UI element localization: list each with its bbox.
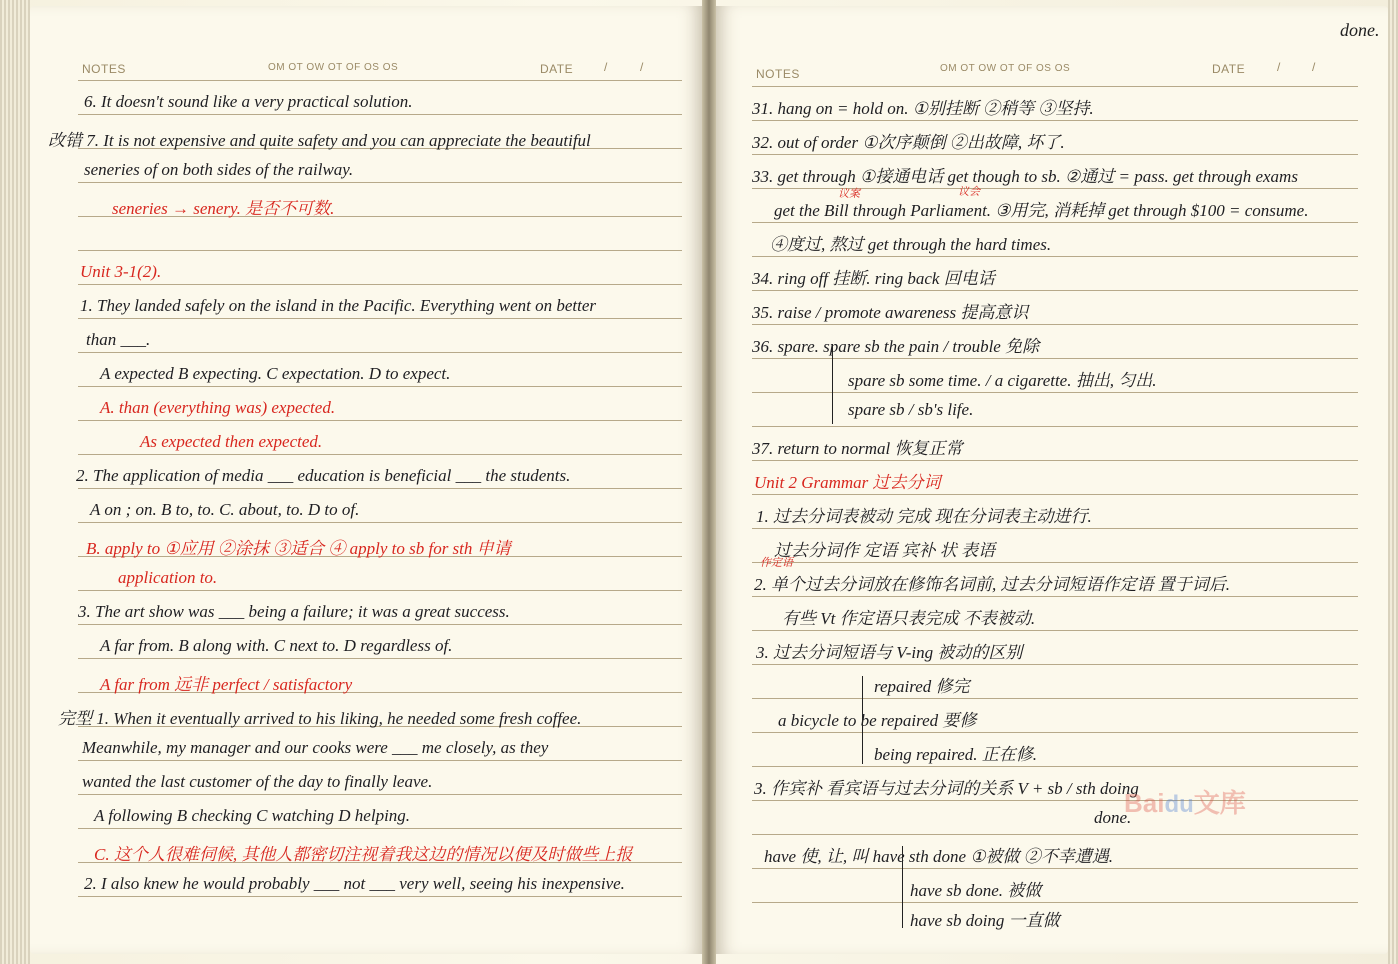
left-note-line: seneries → senery. 是否不可数.: [112, 199, 335, 218]
done-note: done.: [1340, 20, 1380, 40]
right-note-line: 过去分词作 定语 宾补 状 表语: [774, 541, 995, 560]
left-note-line: 1. They landed safely on the island in the Pacific. Everything went on better: [80, 296, 597, 315]
ruled-line: [752, 902, 1358, 903]
brace-have: [902, 846, 903, 928]
right-note-line: spare sb / sb's life.: [848, 400, 974, 419]
ruled-line: [78, 80, 682, 81]
right-note-line: 35. raise / promote awareness 提高意识: [752, 303, 1029, 322]
right-note-line: repaired 修完: [874, 677, 970, 696]
left-note-line: A on ; on. B to, to. C. about, to. D to of.: [90, 500, 360, 519]
ruled-line: [78, 250, 682, 251]
right-note-line: 36. spare. spare sb the pain / trouble 免除: [752, 337, 1040, 356]
ruled-line: [752, 630, 1358, 631]
left-note-line: A far from 远非 perfect / satisfactory: [100, 675, 353, 694]
ruled-line: [78, 488, 682, 489]
right-date-slash-2: /: [1312, 60, 1316, 74]
ruled-line: [752, 120, 1358, 121]
ruled-line: [752, 222, 1358, 223]
ruled-line: [752, 290, 1358, 291]
left-note-line: A. than (everything was) expected.: [100, 398, 336, 417]
left-note-line: than ___.: [86, 330, 151, 349]
ruled-line: [752, 494, 1358, 495]
left-note-line: 2. The application of media ___ education is beneficial ___ the students.: [76, 466, 571, 485]
right-note-line: spare sb some time. / a cigarette. 抽出, 匀出.: [848, 371, 1157, 390]
ruled-line: [78, 318, 682, 319]
ruled-line: [78, 828, 682, 829]
right-note-line: 3. 作宾补 看宾语与过去分词的关系 V + sb / sth doing: [754, 779, 1139, 798]
right-note-line: done.: [1094, 808, 1132, 827]
left-note-line: 完型 1. When it eventually arrived to his liking, he needed some fresh coffee.: [58, 709, 582, 728]
right-notes-label: NOTES: [756, 67, 800, 81]
ruled-line: [78, 420, 682, 421]
left-note-line: A following B checking C watching D helping.: [94, 806, 411, 825]
ruled-line: [78, 454, 682, 455]
right-note-line: 31. hang on = hold on. ①别挂断 ②稍等 ③坚持.: [752, 99, 1094, 118]
ruled-line: [752, 256, 1358, 257]
ruled-line: [78, 114, 682, 115]
ruled-line: [752, 766, 1358, 767]
ruled-line: [78, 386, 682, 387]
watermark-brand: Bai: [1124, 788, 1165, 818]
ruled-line: [78, 352, 682, 353]
left-note-line: 6. It doesn't sound like a very practical solution.: [84, 92, 413, 111]
left-header-pattern: OM OT OW OT OF OS OS: [268, 62, 399, 73]
ruled-line: [752, 596, 1358, 597]
baidu-wenku-watermark: [1124, 783, 1246, 820]
left-note-line: wanted the last customer of the day to finally leave.: [82, 772, 433, 791]
annotation-parliament: 议会: [958, 186, 980, 198]
ruled-line: [752, 664, 1358, 665]
right-date-slash-1: /: [1277, 60, 1281, 74]
ruled-line: [752, 154, 1358, 155]
brace-spare: [832, 344, 833, 424]
left-note-line: application to.: [118, 568, 218, 587]
right-note-line: being repaired. 正在修.: [874, 745, 1038, 764]
left-note-line: C. 这个人很难伺候, 其他人都密切注视着我这边的情况以便及时做些上报: [94, 845, 633, 864]
ruled-line: [752, 460, 1358, 461]
ruled-line: [752, 698, 1358, 699]
right-note-line: ④度过, 熬过 get through the hard times.: [770, 235, 1052, 254]
watermark-wenku: 文库: [1193, 788, 1246, 818]
left-date-slash-1: /: [604, 60, 608, 74]
left-note-line: A expected B expecting. C expectation. D to expect.: [100, 364, 451, 383]
left-note-line: B. apply to ①应用 ②涂抹 ③适合 ④ apply to sb for sth 申请: [86, 539, 511, 558]
left-note-line: 改错 7. It is not expensive and quite safety and you can appreciate the beautiful: [48, 131, 591, 150]
ruled-line: [78, 522, 682, 523]
right-note-line: 37. return to normal 恢复正常: [752, 439, 963, 458]
right-note-line: 3. 过去分词短语与 V-ing 被动的区别: [756, 643, 1023, 662]
right-note-line: have 使, 让, 叫 have sth done ①被做 ②不幸遭遇.: [764, 847, 1114, 866]
right-note-line: 32. out of order ①次序颠倒 ②出故障, 坏了.: [752, 133, 1065, 152]
left-note-line: 2. I also knew he would probably ___ not ___ very well, seeing his inexpensive.: [84, 874, 625, 893]
brace-bicycle: [862, 676, 863, 764]
ruled-line: [78, 624, 682, 625]
ruled-line: [78, 794, 682, 795]
left-note-line: 3. The art show was ___ being a failure; it was a great success.: [78, 602, 510, 621]
annotation-attributive: 作定语: [760, 557, 793, 569]
page-edges-right: [1388, 0, 1398, 964]
right-note-line: 有些 Vt 作定语只表完成 不表被动.: [782, 609, 1036, 628]
ruled-line: [752, 834, 1358, 835]
right-note-line: Unit 2 Grammar 过去分词: [754, 473, 941, 492]
right-header-pattern: OM OT OW OT OF OS OS: [940, 63, 1071, 74]
left-note-line: Meanwhile, my manager and our cooks were ___ me closely, as they: [82, 738, 549, 757]
left-note-line: Unit 3-1(2).: [80, 262, 162, 281]
right-note-line: have sb done. 被做: [910, 881, 1042, 900]
ruled-line: [752, 392, 1358, 393]
ruled-line: [752, 800, 1358, 801]
left-date-label: DATE: [540, 62, 574, 76]
right-note-line: 34. ring off 挂断. ring back 回电话: [752, 269, 995, 288]
ruled-line: [78, 590, 682, 591]
annotation-bill: 议案: [838, 188, 860, 200]
right-date-label: DATE: [1212, 62, 1246, 76]
right-note-line: 33. get through ①接通电话 get though to sb. ②通过 = pass. get through exams: [752, 167, 1298, 186]
ruled-line: [752, 528, 1358, 529]
ruled-line: [752, 868, 1358, 869]
right-note-line: a bicycle to be repaired 要修: [778, 711, 977, 730]
left-note-line: seneries of on both sides of the railway.: [84, 160, 354, 179]
right-note-line: 2. 单个过去分词放在修饰名词前, 过去分词短语作定语 置于词后.: [754, 575, 1230, 594]
ruled-line: [752, 86, 1358, 87]
left-date-slash-2: /: [640, 60, 644, 74]
page-edges-left: [0, 0, 30, 964]
ruled-line: [78, 760, 682, 761]
ruled-line: [78, 658, 682, 659]
left-note-line: As expected then expected.: [140, 432, 323, 451]
ruled-line: [752, 732, 1358, 733]
ruled-line: [752, 324, 1358, 325]
right-note-line: get the Bill through Parliament. ③用完, 消耗掉 get through $100 = consume.: [774, 201, 1309, 220]
left-notes-label: NOTES: [82, 62, 126, 76]
ruled-line: [752, 562, 1358, 563]
paw-icon: du: [1164, 791, 1194, 818]
left-note-line: A far from. B along with. C next to. D regardless of.: [100, 636, 453, 655]
ruled-line: [752, 426, 1358, 427]
right-note-line: have sb doing 一直做: [910, 911, 1060, 930]
ruled-line: [752, 358, 1358, 359]
book-gutter: [702, 0, 716, 964]
ruled-line: [78, 182, 682, 183]
ruled-line: [78, 284, 682, 285]
ruled-line: [78, 896, 682, 897]
right-note-line: 1. 过去分词表被动 完成 现在分词表主动进行.: [756, 507, 1092, 526]
